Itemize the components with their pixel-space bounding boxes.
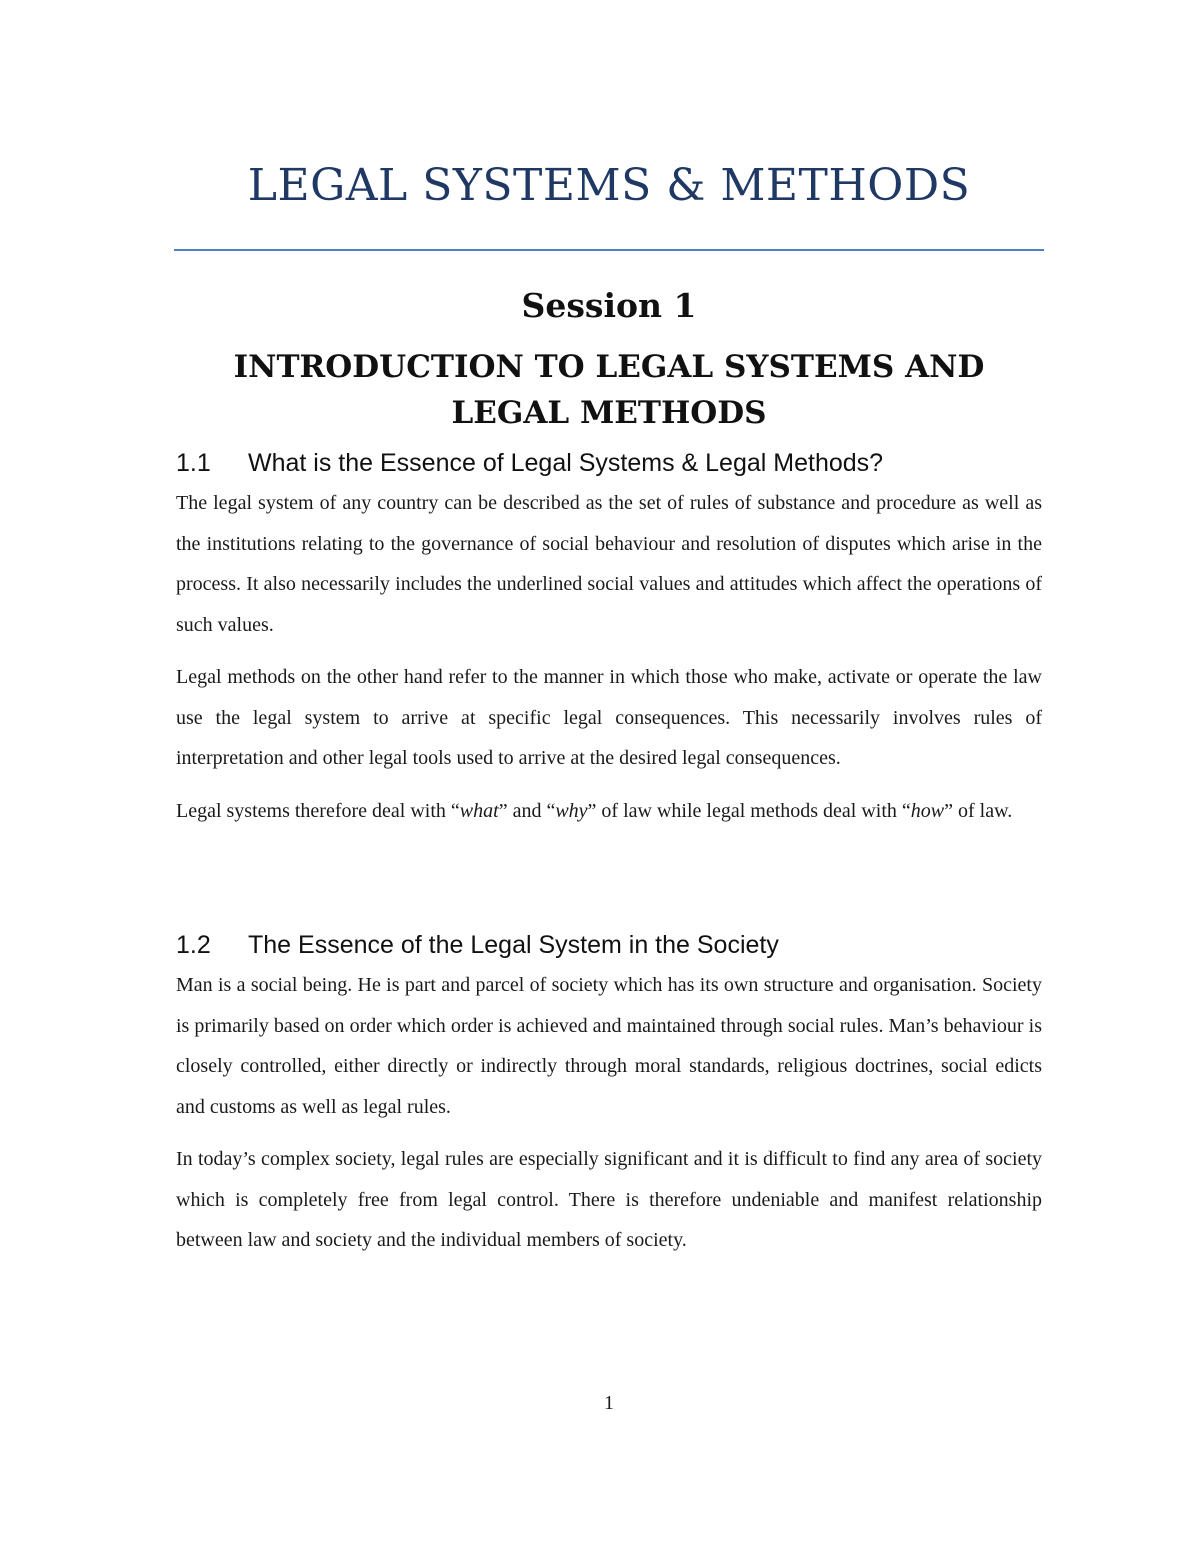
section-title: The Essence of the Legal System in the Society bbox=[248, 931, 779, 959]
section-1-2 bbox=[176, 925, 1042, 1273]
session-heading: Session 1 bbox=[521, 286, 697, 325]
paragraph: Legal methods on the other hand refer to the manner in which those who make, activate or operate the law use the legal system to arrive at specific legal consequences. This necessarily involves rules of interpretation and other legal tools used to arrive at the desired legal consequences. bbox=[176, 666, 1042, 769]
section-heading bbox=[176, 443, 1042, 483]
paragraph: Man is a social being. He is part and parcel of society which has its own structure and organisation. Society is primarily based on order which order is achieved and maintained through social rules. Man’s behaviour is closely controlled, either directly or indirectly through moral standards, religious doctrines, social edicts and customs as well as legal rules. bbox=[176, 974, 1042, 1118]
section-number: 1.1 bbox=[176, 449, 211, 477]
paragraph: The legal system of any country can be described as the set of rules of substance and procedure as well as the institutions relating to the governance of social behaviour and resolution of disputes which arise in the process. It also necessarily includes the underlined social values and attitudes which affect the operations of such values. bbox=[176, 492, 1042, 636]
title-divider bbox=[174, 249, 1044, 251]
text-run: ” of law. bbox=[944, 799, 1013, 822]
document-page bbox=[176, 0, 1042, 1553]
paragraph: In today’s complex society, legal rules are especially significant and it is difficult to find any area of society which is completely free from legal control. There is therefore undeniable and manifest relationship between law and society and the individual members of society. bbox=[176, 1148, 1042, 1251]
paragraph-what-why-how bbox=[176, 791, 1042, 832]
section-number: 1.2 bbox=[176, 931, 211, 959]
section-heading bbox=[176, 925, 1042, 965]
text-run: ” of law while legal methods deal with “ bbox=[587, 799, 911, 822]
section-title: What is the Essence of Legal Systems & Legal Methods? bbox=[248, 449, 884, 477]
emphasis-how: how bbox=[910, 799, 945, 822]
page-number: 1 bbox=[604, 1392, 614, 1414]
document-title: LEGAL SYSTEMS & METHODS bbox=[247, 160, 971, 211]
chapter-title: INTRODUCTION TO LEGAL SYSTEMS AND LEGAL METHODS bbox=[233, 349, 985, 431]
emphasis-what: what bbox=[459, 799, 499, 822]
section-1-1 bbox=[176, 443, 1042, 843]
text-run: ” and “ bbox=[498, 799, 556, 822]
text-run: Legal systems therefore deal with “ bbox=[176, 799, 460, 822]
emphasis-why: why bbox=[555, 799, 588, 822]
